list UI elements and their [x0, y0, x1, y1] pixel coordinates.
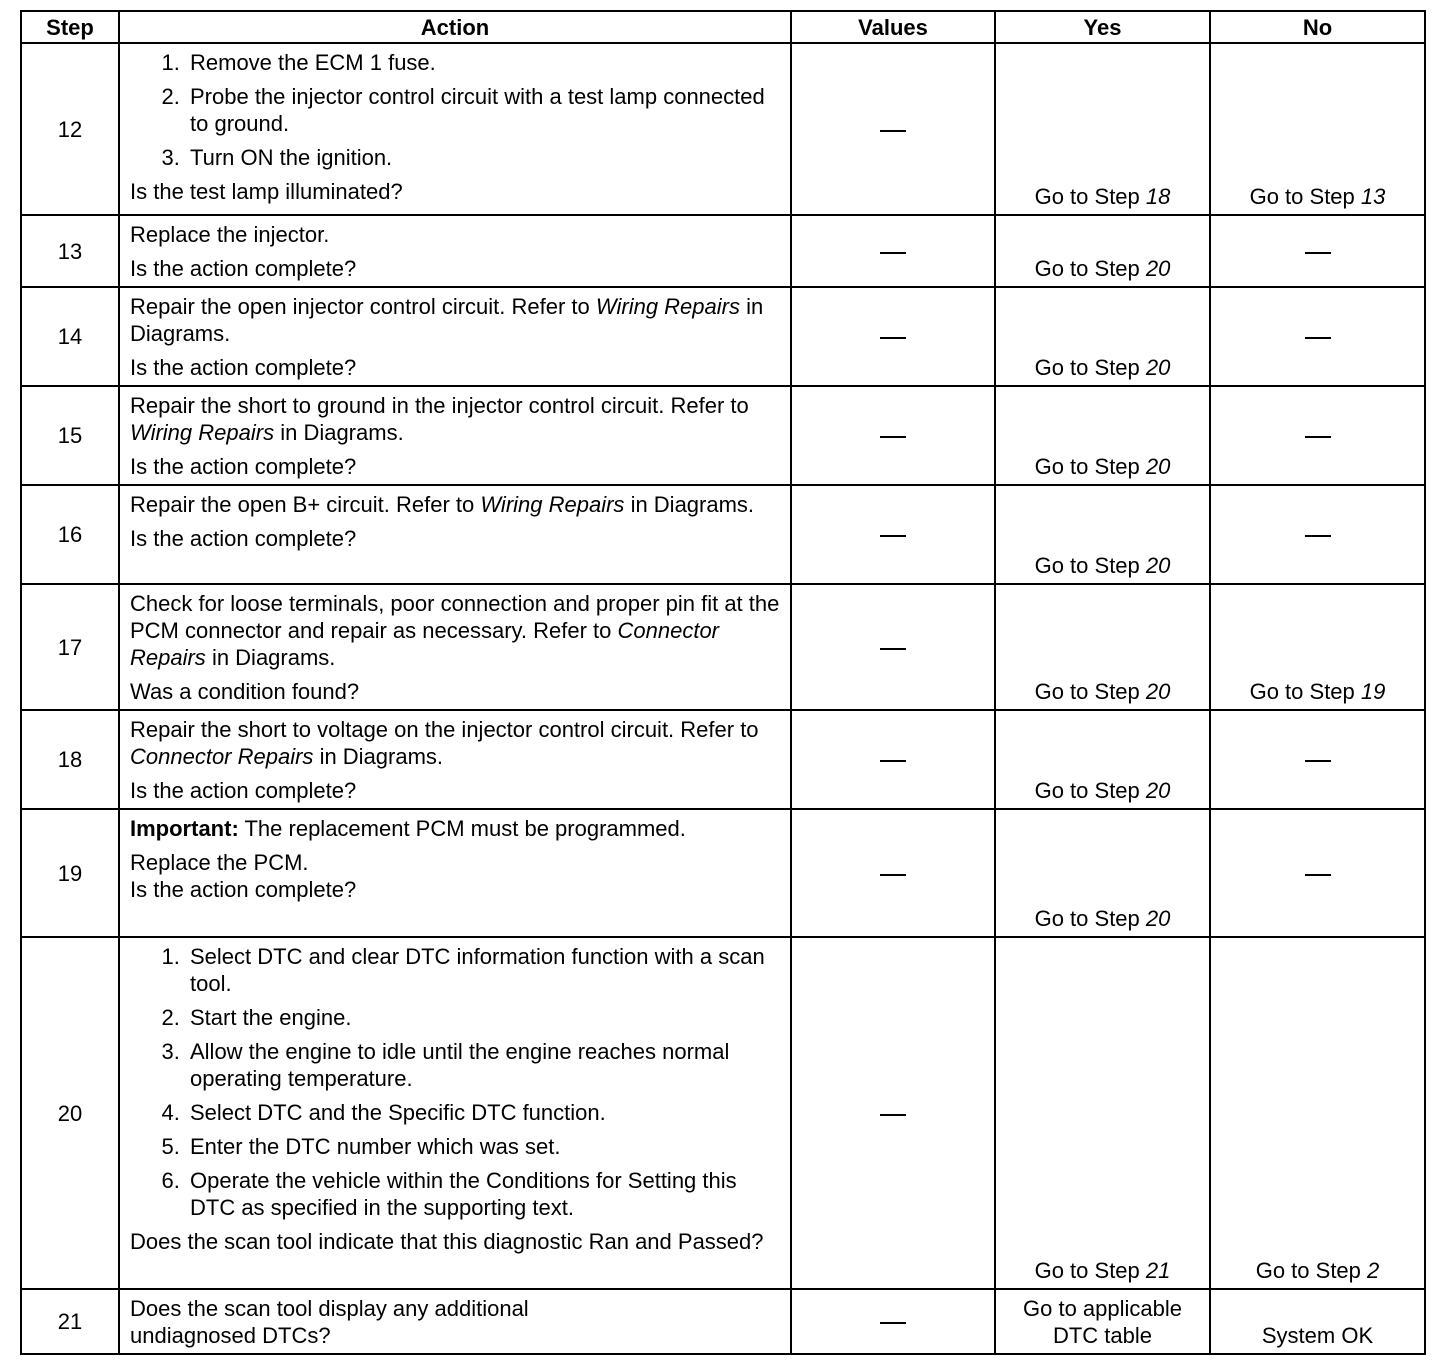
procedure-item: 6. Operate the vehicle within the Conditions for Setting this DTC as specified in the supporting text.: [186, 1167, 780, 1221]
important-note: Important: The replacement PCM must be programmed.: [130, 816, 686, 841]
action-question: Is the action complete?: [130, 526, 357, 551]
table-row-step-17: [21, 584, 1425, 710]
dash-mark: [1305, 337, 1331, 339]
dash-mark: [880, 337, 906, 339]
action-cell: [119, 937, 791, 1289]
action-cell: [119, 710, 791, 809]
table-row-step-15: [21, 386, 1425, 485]
action-question: Is the action complete?: [130, 454, 357, 479]
yes-step-link: 20: [1145, 454, 1171, 479]
action-question: Was a condition found?: [130, 679, 360, 704]
procedure-item: 1. Select DTC and clear DTC information function with a scan tool.: [186, 943, 780, 997]
dash-mark: [880, 436, 906, 438]
procedure-list: [130, 49, 780, 171]
table-row-step-18: [21, 710, 1425, 809]
header-action: Action: [119, 11, 791, 43]
procedure-item: 1. Remove the ECM 1 fuse.: [186, 49, 780, 76]
step-number: 18: [21, 710, 119, 809]
procedure-item: 3. Allow the engine to idle until the engine reaches normal operating temperature.: [186, 1038, 780, 1092]
action-question: Does the scan tool display any additional undiagnosed DTCs?: [130, 1296, 529, 1348]
values-cell: [791, 215, 995, 287]
diagnostic-table-container: [20, 10, 1424, 1355]
dash-mark: [1305, 874, 1331, 876]
dash-mark: [1305, 760, 1331, 762]
header-yes: Yes: [995, 11, 1210, 43]
values-cell: [791, 937, 995, 1289]
yes-cell: Go to Step 20: [995, 809, 1210, 937]
reference-link: Connector Repairs: [130, 744, 314, 769]
yes-cell: Go to Step 20: [995, 215, 1210, 287]
reference-link: Wiring Repairs: [480, 492, 625, 517]
yes-cell: Go to Step 20: [995, 287, 1210, 386]
dash-mark: [880, 1322, 906, 1324]
action-text: Replace the PCM.: [130, 850, 309, 875]
action-cell: [119, 584, 791, 710]
dash-mark: [880, 1114, 906, 1116]
no-cell: Go to Step 19: [1210, 584, 1425, 710]
table-row-step-16: [21, 485, 1425, 584]
step-number: 14: [21, 287, 119, 386]
action-text: Repair the short to voltage on the injector control circuit. Refer to Connector Repairs in Diagrams.: [130, 717, 759, 769]
yes-step-link: 18: [1145, 184, 1171, 209]
step-number: 17: [21, 584, 119, 710]
values-cell: [791, 584, 995, 710]
reference-link: Wiring Repairs: [130, 420, 275, 445]
yes-step-link: 20: [1145, 906, 1171, 931]
header-values: Values: [791, 11, 995, 43]
action-text: Replace the injector.: [130, 222, 330, 247]
action-cell: [119, 1289, 791, 1354]
values-cell: [791, 710, 995, 809]
action-question: Does the scan tool indicate that this diagnostic Ran and Passed?: [130, 1229, 764, 1254]
yes-cell: Go to applicable DTC table: [995, 1289, 1210, 1354]
diagnostic-table: [20, 10, 1426, 1355]
action-text: Repair the open injector control circuit. Refer to Wiring Repairs in Diagrams.: [130, 294, 764, 346]
action-text: Repair the short to ground in the injector control circuit. Refer to Wiring Repairs in Diagrams.: [130, 393, 749, 445]
yes-step-link: 20: [1145, 553, 1171, 578]
action-question: Is the action complete?: [130, 877, 357, 902]
dash-mark: [880, 760, 906, 762]
step-number: 21: [21, 1289, 119, 1354]
yes-cell: Go to Step 20: [995, 710, 1210, 809]
values-cell: [791, 386, 995, 485]
no-cell: [1210, 710, 1425, 809]
no-cell: [1210, 485, 1425, 584]
dash-mark: [1305, 535, 1331, 537]
no-cell: [1210, 215, 1425, 287]
step-number: 19: [21, 809, 119, 937]
action-cell: [119, 287, 791, 386]
action-cell: [119, 809, 791, 937]
step-number: 20: [21, 937, 119, 1289]
important-label: Important:: [130, 816, 239, 841]
procedure-item: 5. Enter the DTC number which was set.: [186, 1133, 780, 1160]
action-cell: [119, 43, 791, 215]
no-cell: Go to Step 13: [1210, 43, 1425, 215]
yes-step-link: 20: [1145, 256, 1171, 281]
action-question: Is the test lamp illuminated?: [130, 179, 403, 204]
dash-mark: [880, 535, 906, 537]
action-cell: [119, 485, 791, 584]
reference-link: Wiring Repairs: [595, 294, 740, 319]
procedure-list: [130, 943, 780, 1221]
values-cell: [791, 1289, 995, 1354]
yes-cell: Go to Step 21: [995, 937, 1210, 1289]
dash-mark: [880, 130, 906, 132]
values-cell: [791, 485, 995, 584]
no-cell: [1210, 386, 1425, 485]
dash-mark: [880, 874, 906, 876]
action-question: Is the action complete?: [130, 256, 357, 281]
table-row-step-19: [21, 809, 1425, 937]
step-number: 12: [21, 43, 119, 215]
no-step-link: 19: [1360, 679, 1386, 704]
action-question: Is the action complete?: [130, 778, 357, 803]
values-cell: [791, 809, 995, 937]
no-cell: [1210, 287, 1425, 386]
header-row: [21, 11, 1425, 43]
no-step-link: 2: [1367, 1258, 1380, 1283]
yes-step-link: 20: [1145, 778, 1171, 803]
yes-cell: Go to Step 20: [995, 485, 1210, 584]
yes-cell: Go to Step 20: [995, 584, 1210, 710]
header-no: No: [1210, 11, 1425, 43]
action-question: Is the action complete?: [130, 355, 357, 380]
dash-mark: [1305, 436, 1331, 438]
action-text: Check for loose terminals, poor connection and proper pin fit at the PCM connector and repair as necessary. Refer to Connector Repairs in Diagrams.: [130, 591, 780, 670]
no-cell: Go to Step 2: [1210, 937, 1425, 1289]
dash-mark: [1305, 252, 1331, 254]
yes-step-link: 20: [1145, 355, 1171, 380]
values-cell: [791, 287, 995, 386]
no-step-link: 13: [1360, 184, 1386, 209]
yes-cell: Go to Step 18: [995, 43, 1210, 215]
step-number: 16: [21, 485, 119, 584]
procedure-item: 2. Probe the injector control circuit with a test lamp connected to ground.: [186, 83, 780, 137]
table-row-step-13: [21, 215, 1425, 287]
table-row-step-21: [21, 1289, 1425, 1354]
header-step: Step: [21, 11, 119, 43]
dash-mark: [880, 252, 906, 254]
yes-cell: Go to Step 20: [995, 386, 1210, 485]
action-cell: [119, 215, 791, 287]
procedure-item: 2. Start the engine.: [186, 1004, 780, 1031]
action-text: Repair the open B+ circuit. Refer to Wiring Repairs in Diagrams.: [130, 492, 755, 517]
table-row-step-12: [21, 43, 1425, 215]
step-number: 15: [21, 386, 119, 485]
yes-step-link: 21: [1145, 1258, 1171, 1283]
procedure-item: 4. Select DTC and the Specific DTC function.: [186, 1099, 780, 1126]
procedure-item: 3. Turn ON the ignition.: [186, 144, 780, 171]
action-cell: [119, 386, 791, 485]
no-cell: [1210, 809, 1425, 937]
yes-step-link: 20: [1145, 679, 1171, 704]
step-number: 13: [21, 215, 119, 287]
table-row-step-20: [21, 937, 1425, 1289]
table-row-step-14: [21, 287, 1425, 386]
no-cell: System OK: [1210, 1289, 1425, 1354]
reference-link: Connector Repairs: [130, 618, 720, 670]
values-cell: [791, 43, 995, 215]
dash-mark: [880, 648, 906, 650]
